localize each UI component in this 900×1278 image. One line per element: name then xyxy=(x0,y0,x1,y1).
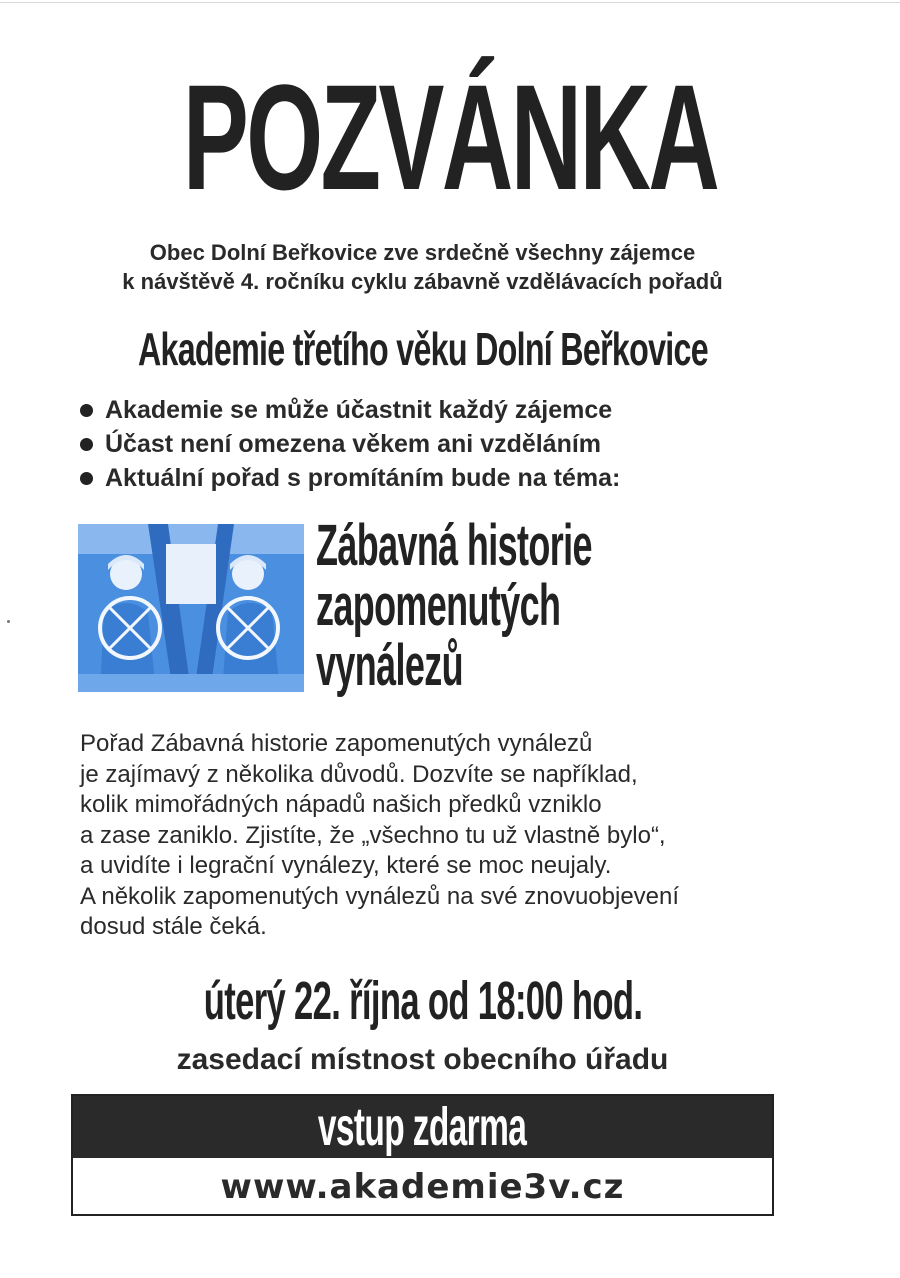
bullet-item xyxy=(80,461,620,495)
bullet-item xyxy=(80,393,620,427)
footer-box xyxy=(71,1094,774,1216)
website-link[interactable]: www.akademie3v.cz xyxy=(220,1167,625,1207)
description-line: je zajímavý z několika důvodů. Dozvíte se například, xyxy=(80,760,638,788)
show-title-line-2: zapomenutých xyxy=(316,573,561,638)
description-line: a zase zaniklo. Zjistíte, že „všechno tu už vlastně bylo“, xyxy=(80,821,666,849)
bullet-text: Akademie se může účastnit každý zájemce xyxy=(105,396,613,424)
academy-heading: Akademie třetího věku Dolní Beřkovice xyxy=(137,323,708,375)
description-line: A několik zapomenutých vynálezů na své znovuobjevení xyxy=(80,882,680,910)
intro-line-1: Obec Dolní Beřkovice zve srdečně všechny zájemce xyxy=(149,240,696,265)
pilots-photo xyxy=(78,524,304,692)
bullet-dot-icon xyxy=(80,472,93,485)
description-line: Pořad Zábavná historie zapomenutých vynálezů xyxy=(80,730,593,757)
page-title: POZVÁNKA xyxy=(182,53,718,221)
show-description xyxy=(80,729,800,943)
pilots-illustration xyxy=(78,524,304,692)
description-line: kolik mimořádných nápadů našich předků vzniklo xyxy=(80,791,602,818)
bullet-dot-icon xyxy=(80,404,93,417)
description-line: dosud stále čeká. xyxy=(80,913,267,940)
show-title-line-1: Zábavná historie xyxy=(316,513,592,578)
bullet-text: Účast není omezena věkem ani vzděláním xyxy=(105,430,602,458)
bullet-text: Aktuální pořad s promítáním bude na téma: xyxy=(105,464,621,492)
event-place: zasedací místnost obecního úřadu xyxy=(176,1043,669,1076)
intro-text xyxy=(0,238,845,296)
free-entry-text: vstup zdarma xyxy=(318,1097,527,1157)
top-edge-line xyxy=(0,2,900,3)
free-entry-bar xyxy=(73,1096,772,1158)
event-date: úterý 22. října od 18:00 hod. xyxy=(203,971,643,1031)
show-title-line-3: vynálezů xyxy=(316,633,463,698)
bullet-item xyxy=(80,427,620,461)
bullet-list xyxy=(80,393,620,495)
scan-speck xyxy=(7,620,10,623)
show-title xyxy=(316,513,592,698)
description-line: a uvidíte i legrační vynálezy, které se moc neujaly. xyxy=(80,852,612,879)
bullet-dot-icon xyxy=(80,438,93,451)
intro-line-2: k návštěvě 4. ročníku cyklu zábavně vzdělávacích pořadů xyxy=(122,269,723,294)
